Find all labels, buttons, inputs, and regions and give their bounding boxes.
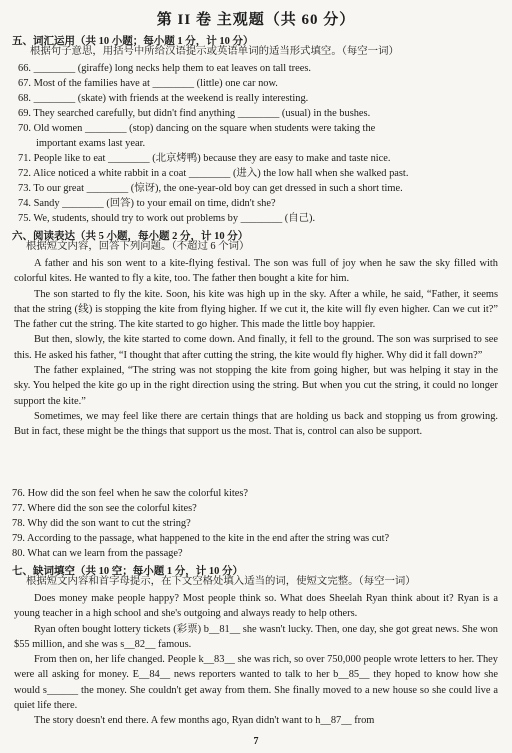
cloze-paragraph: Ryan often bought lottery tickets (彩票) b__81__ she wasn't lucky. Then, one day, she got great news. She won $55 million, and she was s__82__ famous. [14,623,498,650]
vocab-item-66: 66. ________ (giraffe) long necks help them to eat leaves on tall trees. [18,63,311,74]
reading-heading: 六、阅读表达（共 5 小题，每小题 2 分，计 10 分） [12,231,249,242]
question-79: 79. According to the passage, what happened to the kite in the end after the string was cut? [12,533,390,544]
page-title: 第 II 卷 主观题（共 60 分） [156,12,356,28]
vocab-item-67: 67. Most of the families have at ________ (little) one car now. [18,78,278,89]
cloze-heading: 七、缺词填空（共 10 空；每小题 1 分，计 10 分） [12,566,243,577]
page-number: 7 [253,736,259,747]
question-77: 77. Where did the son see the colorful kites? [12,503,197,514]
vocab-item-74: 74. Sandy ________ (回答) to your email on time, didn't she? [18,198,276,209]
reading-paragraph: The father explained, “The string was not stopping the kite from going higher, but was helping it stay in the sky. You helped the kite go up in the right direction using the string. But when you cut the string, it could no longer support the kite.” [14,365,498,407]
reading-paragraph: A father and his son went to a kite-flying festival. The son was full of joy when he saw the sky filled with colorful kites. He wanted to fly a kite, too. The father then bought a kite for him. [14,258,498,285]
reading-passage [14,256,498,440]
question-76: 76. How did the son feel when he saw the colorful kites? [12,488,249,499]
cloze-paragraph: From then on, her life changed. People k__83__ she was rich, so over 750,000 people wrote letters to her. They were all asking for money. E__84__ news reporters wanted to talk to her b__85__ they hoped to know how she would s______ the money. She couldn't get away from them. She finally moved to a new house so she could live a quiet life there. [14,654,498,712]
vocab-item-68: 68. ________ (skate) with friends at the weekend is really interesting. [18,93,309,104]
cloze-paragraph: The story doesn't end there. A few months ago, Ryan didn't want to h__87__ from [34,715,375,727]
reading-instruction: 根据短文内容，回答下列问题。（不超过 6 个词） [26,241,250,252]
question-80: 80. What can we learn from the passage? [12,548,183,559]
reading-paragraph: The son started to fly the kite. Soon, his kite was high up in the sky. After a while, he said, “Father, it seems that the string (线) is stopping the kite from flying higher. If we cut it, the kite will fly even higher. Can we cut it?” The father cut the string. The kite started to go higher. This made the little boy happier. [14,288,498,331]
reading-paragraph: Sometimes, we may feel like there are certain things that are holding us back and stopping us from growing. But in fact, these might be the things that support us the most. That is, control can also be support. [14,410,498,438]
vocab-item-71: 71. People like to eat ________ (北京烤鸭) because they are easy to make and taste nice. [18,153,391,164]
vocab-item-69: 69. They searched carefully, but didn't find anything ________ (usual) in the bushes. [18,108,371,119]
vocab-heading: 五、词汇运用（共 10 小题；每小题 1 分，计 10 分） [12,36,254,47]
reading-paragraph: But then, slowly, the kite started to come down. And finally, it fell to the ground. The son was surprised to see this. He asked his father, “I thought that after cutting the string, the kite would fly higher. Why did it fall down?” [14,334,498,361]
cloze-passage [14,591,498,729]
cloze-instruction: 根据短文内容和首字母提示，在下文空格处填入适当的词，使短文完整。（每空一词） [26,576,416,587]
vocab-item-75: 75. We, students, should try to work out problems by ________ (自己). [18,213,316,224]
vocab-item-73: 73. To our great ________ (惊讶), the one-year-old boy can get dressed in such a short time. [18,183,403,194]
vocab-item-72: 72. Alice noticed a white rabbit in a coat ________ (进入) the low hall when she walked past. [18,168,409,179]
vocab-item-70-cont: important exams last year. [36,138,146,149]
question-78: 78. Why did the son want to cut the string? [12,518,191,529]
vocab-item-70: 70. Old women ________ (stop) dancing on the square when students were taking the [18,123,376,134]
vocab-instruction: 根据句子意思，用括号中所给汉语提示或英语单词的适当形式填空。（每空一词） [30,46,399,57]
cloze-paragraph: Does money make people happy? Most people think so. What does Sheelah Ryan think about it? Ryan is a young teacher in a high school and she's outgoing and always ready to help others. [14,593,498,620]
